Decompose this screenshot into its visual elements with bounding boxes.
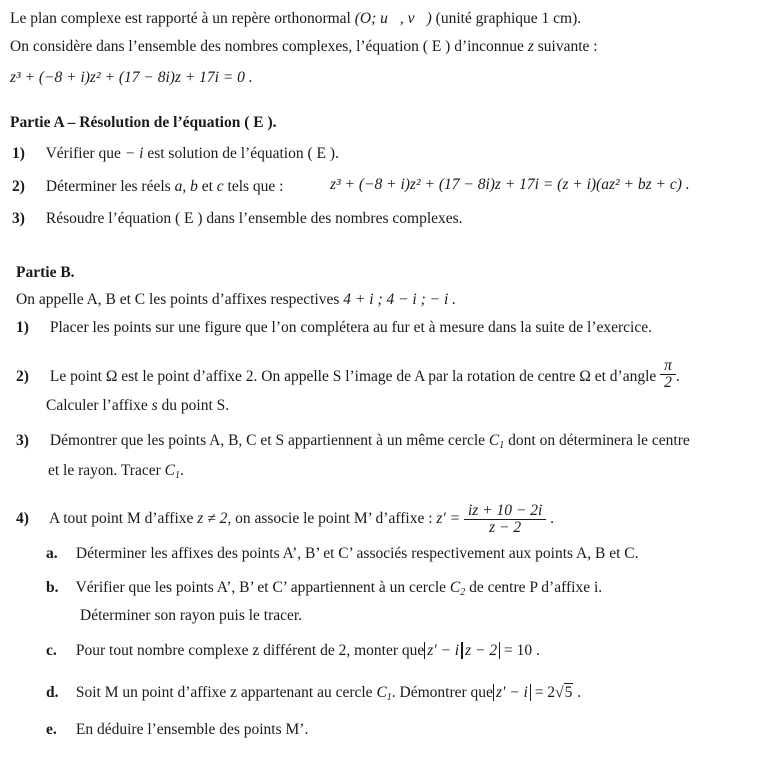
frame-notation: (O; u⃗, v⃗) [354, 10, 432, 27]
item-letter: b. [46, 579, 59, 596]
item-text: . Démontrer que [391, 684, 493, 701]
item-text: Vérifier que les points A’, B’ et C’ appartiennent à un cercle [75, 579, 447, 596]
circle-C2 [450, 579, 465, 596]
partA-item-1 [12, 144, 339, 164]
partB-subitem-b-line-2: Déterminer son rayon puis le tracer. [80, 607, 303, 624]
item-text: A tout point M d’affixe [49, 510, 194, 528]
partB-subitem-c [46, 641, 540, 661]
item-letter: e. [46, 721, 57, 738]
item-number: 4) [16, 510, 29, 528]
math: 4 + i ; 4 − i ; − i . [343, 291, 457, 308]
partB-item-3-line-2 [48, 461, 184, 481]
math: z ≠ 2 [197, 510, 228, 528]
item-number: 3) [16, 432, 29, 449]
item-text: Le point Ω est le point d’affixe 2. On appelle S l’image de A par la rotation de centre Ω et d’angle [49, 368, 657, 385]
circle-index: 2 [460, 587, 466, 598]
item-text: Déterminer les réels [45, 178, 171, 195]
math: z' = [436, 510, 461, 528]
partB-item-4: 4) A tout point M d’affixe z ≠ 2, on associe le point M’ d’affixe : z' = $\frac{iz + 10 - 2i}{z - 2}$ . [16, 502, 555, 536]
math: = 10 . [504, 642, 540, 659]
item-text: Pour tout nombre complexe z différent de 2, monter que [75, 642, 425, 659]
partB-subitem-a [46, 544, 639, 564]
item-text: , on associe le point M’ d’affixe : [227, 510, 433, 528]
fraction-denominator: z − 2 [489, 519, 522, 536]
angle-fraction [660, 358, 676, 391]
item-text: est solution de l’équation ( E ). [147, 145, 339, 162]
partB-subitem-e [46, 720, 308, 740]
item-text: En déduire l’ensemble des points M’. [75, 721, 309, 738]
partB-item-1 [16, 318, 652, 338]
item-text: Calculer l’affixe [46, 397, 148, 414]
partB-title: Partie B. [16, 264, 75, 281]
item-text: dont on déterminera le centre [508, 432, 690, 449]
item-text: Démontrer que les points A, B, C et S appartiennent à un même cercle [49, 432, 486, 449]
circle-letter: C [164, 462, 175, 479]
math: c [216, 178, 224, 195]
variable: z [527, 38, 534, 55]
intro-text: Le plan complexe est rapporté à un repère orthonormal [10, 10, 351, 27]
partB-item-2: 2) Le point Ω est le point d’affixe 2. On appelle S l’image de A par la rotation de centre Ω et d’angle $\frac{\pi}{2}$ . [16, 357, 680, 391]
abs-value: z' − i [424, 642, 462, 659]
circle-index: 1 [499, 440, 505, 451]
item-number: 3) [12, 210, 25, 227]
item-text: . [180, 462, 184, 479]
math: s [151, 397, 158, 414]
item-text: et [201, 178, 213, 195]
partB-subitem-d: d. Soit M un point d’affixe z appartenant au cercle $C_1$. Démontrer que z' − i = 2√5 . [46, 684, 582, 703]
intro-line-1 [10, 9, 581, 29]
item-number: 1) [12, 145, 25, 162]
item-text: Soit M un point d’affixe z appartenant au cercle [75, 684, 373, 701]
circle-letter: C [376, 684, 387, 701]
circle-index: 1 [175, 470, 180, 481]
item-letter: d. [46, 684, 59, 701]
equation-E: z³ + (−8 + i)z² + (17 − 8i)z + 17i = 0 . [10, 69, 253, 86]
math: − i [124, 145, 144, 162]
circle-C1 [489, 432, 504, 449]
item-text: Placer les points sur une figure que l’on complétera au fur et à mesure dans la suite de l’exercice. [49, 319, 652, 336]
fraction-denominator: 2 [664, 374, 672, 391]
unit-note: (unité graphique 1 cm). [435, 10, 582, 27]
item-text: et le rayon. Tracer [48, 462, 161, 479]
circle-C1 [165, 462, 180, 479]
partA-item-3 [12, 209, 463, 229]
item-text: du point S. [161, 397, 230, 414]
item-number: 2) [16, 368, 29, 385]
intro-text: On considère dans l’ensemble des nombres complexes, l’équation ( E ) d’inconnue [10, 38, 524, 55]
circle-index: 1 [386, 692, 392, 703]
partB-item-3 [16, 431, 690, 451]
intro-line-2 [10, 37, 598, 57]
sqrt-radicand: 5 [564, 684, 573, 701]
circle-letter: C [488, 432, 500, 449]
intro-text: On appelle A, B et C les points d’affixes respectives [16, 291, 340, 308]
item-letter: a. [46, 545, 58, 562]
math: . [577, 684, 582, 701]
math: = 2 [534, 684, 556, 701]
partA-title: Partie A – Résolution de l’équation ( E ). [10, 114, 277, 131]
math: a, b [174, 178, 198, 195]
item-text: Déterminer les affixes des points A’, B’ et C’ associés respectivement aux points A, B et C. [75, 545, 639, 562]
fraction-numerator: iz + 10 − 2i [464, 503, 546, 520]
partB-item-2-line-2 [46, 396, 229, 416]
circle-letter: C [449, 579, 461, 596]
item-text: de centre P d’affixe i. [469, 579, 603, 596]
fraction-numerator: π [660, 358, 676, 375]
zprime-fraction [464, 503, 546, 536]
partA-item-2-equation: z³ + (−8 + i)z² + (17 − 8i)z + 17i = (z + i)(az² + bz + c) . [330, 176, 690, 193]
partA-item-2 [12, 177, 283, 197]
abs-value: z − 2 [462, 642, 500, 659]
item-letter: c. [46, 642, 57, 659]
partB-intro [16, 290, 456, 310]
intro-text: suivante : [537, 38, 598, 55]
item-number: 1) [16, 319, 29, 336]
item-number: 2) [12, 178, 25, 195]
item-text: Résoudre l’équation ( E ) dans l’ensemble des nombres complexes. [45, 210, 463, 227]
item-text: Vérifier que [45, 145, 121, 162]
circle-C1 [376, 684, 391, 701]
partB-subitem-b [46, 578, 602, 598]
item-text: tels que : [227, 178, 284, 195]
abs-value: z' − i [493, 684, 531, 701]
